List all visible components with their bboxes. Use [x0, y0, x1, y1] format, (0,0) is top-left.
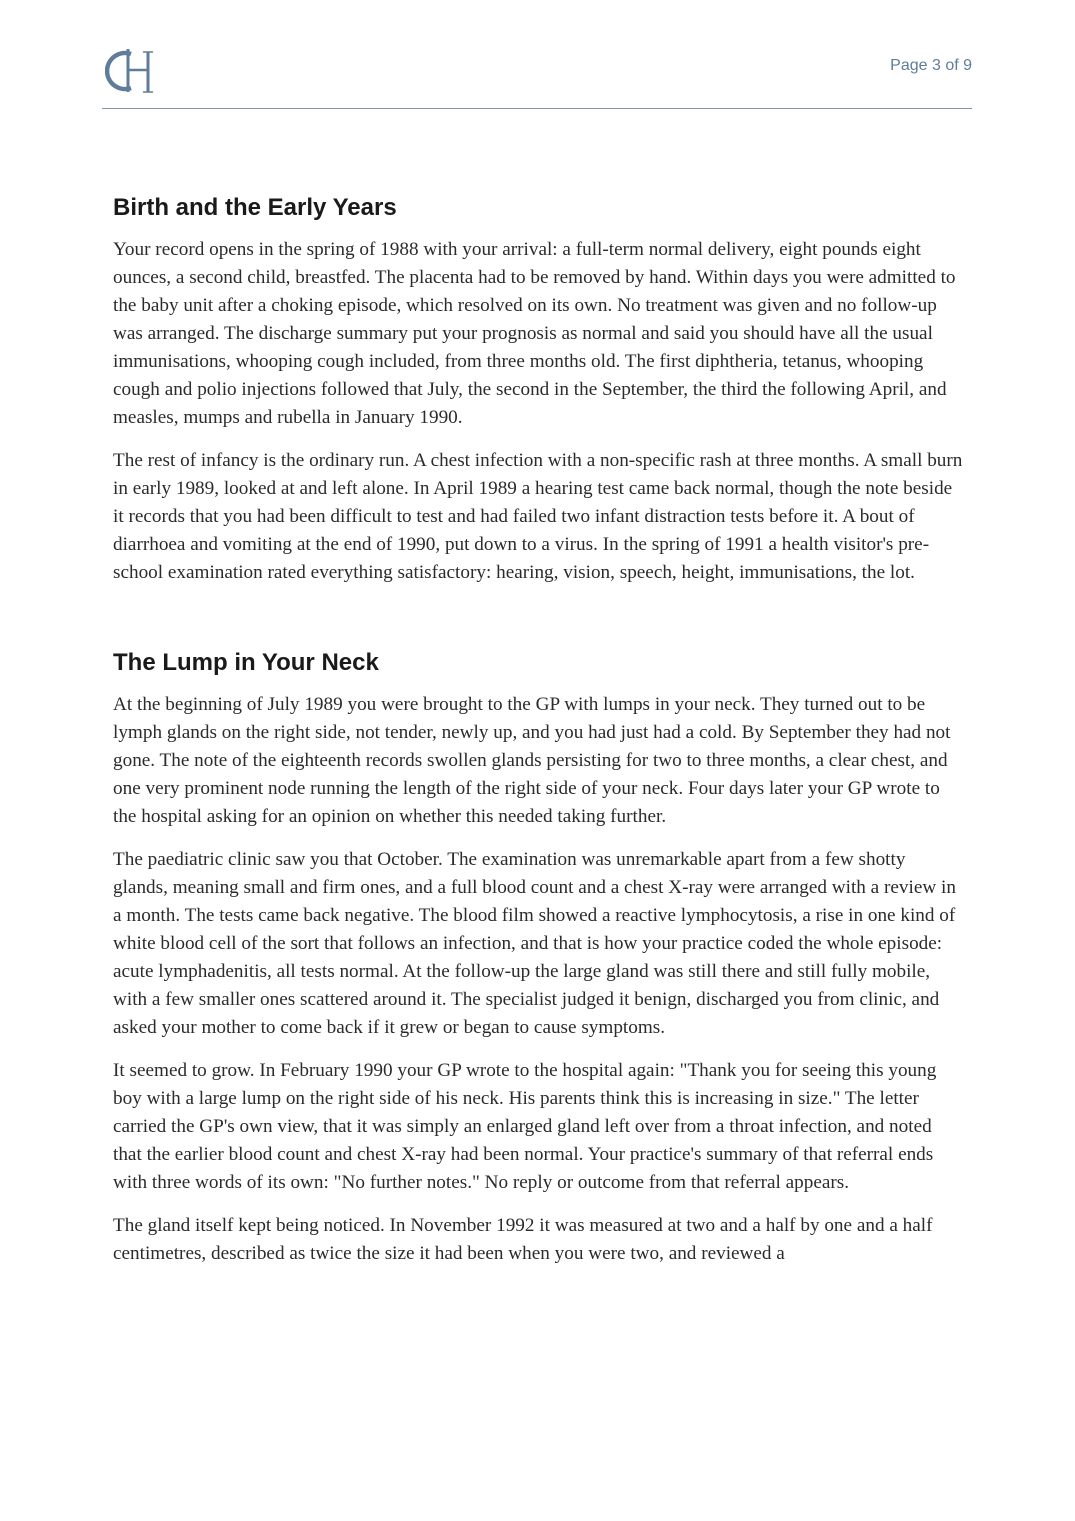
- paragraph: The paediatric clinic saw you that October. The examination was unremarkable apart from a few shotty glands, meaning small and firm ones, and a full blood count and a chest X-ray were arranged with a review in a month. The tests came back negative. The blood film showed a reactive lymphocytosis, a rise in one kind of white blood cell of the sort that follows an infection, and that is how your practice coded the whole episode: acute lymphadenitis, all tests normal. At the follow-up the large gland was still there and still fully mobile, with a few smaller ones scattered around it. The specialist judged it benign, discharged you from clinic, and asked your mother to come back if it grew or began to cause symptoms.: [113, 849, 956, 1038]
- paragraph: Your record opens in the spring of 1988 with your arrival: a full-term normal delivery, eight pounds eight ounces, a second child, breastfed. The placenta had to be removed by hand. Within days you were admitted to the baby unit after a choking episode, which resolved on its own. No treatment was given and no follow-up was arranged. The discharge summary put your prognosis as normal and said you should have all the usual immunisations, whooping cough included, from three months old. The first diphtheria, tetanus, whooping cough and polio injections followed that July, the second in the September, the third the following April, and measles, mumps and rubella in January 1990.: [113, 239, 956, 428]
- page-header: [102, 40, 972, 109]
- section-birth-early-years: [113, 192, 965, 587]
- section-heading: The Lump in Your Neck: [113, 649, 379, 676]
- section-lump-in-neck: [113, 647, 965, 1268]
- section-heading: Birth and the Early Years: [113, 194, 397, 221]
- document-body: [113, 192, 965, 1283]
- paragraph: The gland itself kept being noticed. In November 1992 it was measured at two and a half by one and a half centimetres, described as twice the size it had been when you were two, and reviewed a: [113, 1215, 933, 1264]
- page-number: Page 3 of 9: [890, 57, 972, 74]
- ch-logo: [105, 46, 159, 94]
- paragraph: It seemed to grow. In February 1990 your GP wrote to the hospital again: "Thank you for seeing this young boy with a large lump on the right side of his neck. His parents think this is increasing in size." The letter carried the GP's own view, that it was simply an enlarged gland left over from a throat infection, and noted that the earlier blood count and chest X-ray had been normal. Your practice's summary of that referral ends with three words of its own: "No further notes." No reply or outcome from that referral appears.: [113, 1060, 937, 1193]
- paragraph: At the beginning of July 1989 you were brought to the GP with lumps in your neck. They turned out to be lymph glands on the right side, not tender, newly up, and you had just had a cold. By September they had not gone. The note of the eighteenth records swollen glands persisting for two to three months, a clear chest, and one very prominent node running the length of the right side of your neck. Four days later your GP wrote to the hospital asking for an opinion on whether this needed taking further.: [113, 694, 951, 827]
- paragraph: The rest of infancy is the ordinary run. A chest infection with a non-specific rash at three months. A small burn in early 1989, looked at and left alone. In April 1989 a hearing test came back normal, though the note beside it records that you had been difficult to test and had failed two infant distraction tests before it. A bout of diarrhoea and vomiting at the end of 1990, put down to a virus. In the spring of 1991 a health visitor's pre-school examination rated everything satisfactory: hearing, vision, speech, height, immunisations, the lot.: [113, 450, 963, 583]
